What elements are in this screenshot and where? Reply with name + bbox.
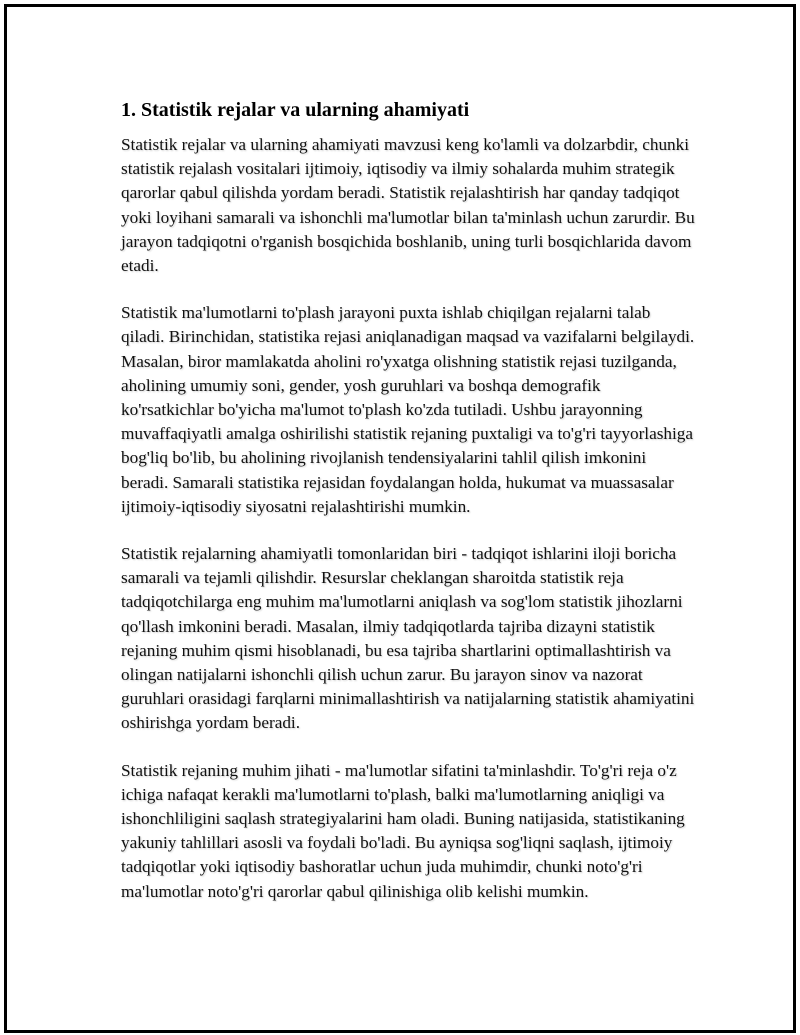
document-body: [121, 97, 696, 927]
paragraph-4: Statistik rejaning muhim jihati - ma'lumotlar sifatini ta'minlashdir. To'g'ri reja o'z ichiga nafaqat kerakli ma'lumotlarni to'plash, balki ma'lumotlarning aniqligi va ishonchliligini saqlash strategiyalarini ham oladi. Buning natijasida, statistikaning yakuniy tahlillari asosli va foydali bo'ladi. Bu ayniqsa sog'liqni saqlash, ijtimoiy tadqiqotlar yoki iqtisodiy bashoratlar uchun juda muhimdir, chunki noto'g'ri ma'lumotlar noto'g'ri qarorlar qabul qilinishiga olib kelishi mumkin.: [121, 760, 685, 901]
section-heading: 1. Statistik rejalar va ularning ahamiyati: [121, 99, 470, 121]
page-frame: [4, 4, 796, 1033]
paragraph-3: Statistik rejalarning ahamiyatli tomonlaridan biri - tadqiqot ishlarini iloji boricha samarali va tejamli qilishdir. Resurslar cheklangan sharoitda statistik reja tadqiqotchilarga eng muhim ma'lumotlarni aniqlash va sog'lom statistik jihozlarni qo'llash imkonini beradi. Masalan, ilmiy tadqiqotlarda tajriba dizayni statistik rejaning muhim qismi hisoblanadi, bu esa tajriba shartlarini optimallashtirish va olingan natijalarni ishonchli qilish uchun zarur. Bu jarayon sinov va nazorat guruhlari orasidagi farqlarni minimallashtirish va natijalarning statistik ahamiyatini oshirishga yordam beradi.: [121, 544, 695, 733]
paragraph-1: Statistik rejalar va ularning ahamiyati mavzusi keng ko'lamli va dolzarbdir, chunki statistik rejalash vositalari ijtimoiy, iqtisodiy va ilmiy sohalarda muhim strategik qarorlar qabul qilishda yordam beradi. Statistik rejalashtirish har qanday tadqiqot yoki loyihani samarali va ishonchli ma'lumotlar bilan ta'minlash uchun zarurdir. Bu jarayon tadqiqotni o'rganish bosqichida boshlanib, uning turli bosqichlarida davom etadi.: [121, 135, 695, 276]
paragraph-2: Statistik ma'lumotlarni to'plash jarayoni puxta ishlab chiqilgan rejalarni talab qiladi. Birinchidan, statistika rejasi aniqlanadigan maqsad va vazifalarni belgilaydi. Masalan, biror mamlakatda aholini ro'yxatga olishning statistik rejasi tuzilganda, aholining umumiy soni, gender, yosh guruhlari va boshqa demografik ko'rsatkichlar bo'yicha ma'lumot to'plash ko'zda tutiladi. Ushbu jarayonning muvaffaqiyatli amalga oshirilishi statistik rejaning puxtaligi va to'g'ri tayyorlashiga bog'liq bo'lib, bu aholining rivojlanish tendensiyalarini tahlil qilish imkonini beradi. Samarali statistika rejasidan foydalangan holda, hukumat va muassasalar ijtimoiy-iqtisodiy siyosatni rejalashtirishi mumkin.: [121, 303, 695, 516]
